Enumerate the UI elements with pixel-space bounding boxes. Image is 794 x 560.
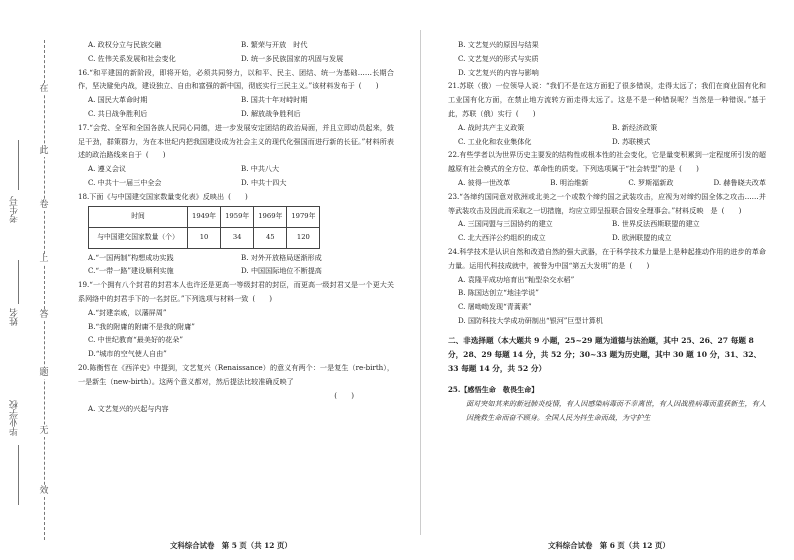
table-cell: 34	[221, 227, 254, 248]
school-line	[18, 445, 19, 505]
q22-option-b: B. 明治维新	[550, 177, 589, 187]
answer-paren: ( )	[334, 390, 354, 400]
q22-options	[448, 176, 766, 190]
question-25-title: 25.【感悟生命 敬畏生命】	[448, 385, 539, 395]
q23-option-a: A. 三国同盟与三国协约的建立	[458, 219, 553, 229]
name-line	[18, 260, 19, 304]
q19-option-b: B.“我的附庸的附庸不是我的附庸”	[88, 321, 195, 331]
q21-option-c: C. 工业化和农业集体化	[458, 136, 532, 146]
q19-option-a: A.“封建亲戚，以藩屏周”	[88, 307, 167, 317]
question-25-text: 面对突如其来的新冠肺炎疫情，有人因感染病毒而不幸离世，有人因战胜病毒而重获新生，有人因挽救生命而奋不顾身。全国人民为抖生命而战，为守护生	[466, 399, 766, 422]
q16-option-d: D. 解放战争胜利后	[241, 108, 301, 118]
q20-option-b: B. 文艺复兴的原因与结果	[458, 40, 539, 49]
binding-margin	[0, 0, 58, 560]
q15-option-b: B. 繁荣与开放 时代	[241, 40, 308, 49]
table-header-cell: 1969年	[254, 206, 287, 227]
q20-option-a: A. 文艺复兴的兴起与内容	[88, 404, 169, 414]
footer-page-6: 文科综合试卷 第 6 页（共 12 页）	[548, 541, 670, 550]
answer-paren: ( )	[228, 191, 248, 201]
q15-options	[78, 38, 394, 66]
q17-option-d: D. 中共十四大	[241, 177, 287, 187]
school-label: 毕业学校	[10, 400, 20, 436]
table-header-cell: 1959年	[221, 206, 254, 227]
question-22: 22.有些学者以为世界历史主要发的结构性或根本性的社会变化，它是量变积累到一定程度所引发的超越原有社会模式的全方位、革命性的质变。下列选项属于“社会转型”的是 ( )	[448, 148, 766, 176]
q15-option-d: D. 统一多民族国家的巩固与发展	[241, 53, 344, 63]
table-header-cell: 1979年	[287, 206, 320, 227]
question-18: 18.下面《与中国建交国家数量变化表》反映出 ( )	[78, 190, 394, 204]
answer-paren: ( )	[515, 108, 536, 118]
q17-option-c: C. 中共十一届三中全会	[88, 177, 162, 187]
q17-option-a: A. 遵义会议	[88, 164, 127, 174]
question-21: 21.苏联（俄）一位领导人说：“我们不是在这方面犯了很多错误，走得太远了；我们在商业国有化和工业国有化方面，在禁止地方流转方面走得太远了。这是不是一种错误呢？当然是一种错误。”基于此，苏联（俄）实行 ( )	[448, 79, 766, 120]
question-17: 17.“会党、全军和全国各族人民同心同德，进一步发展安定团结的政治局面，并且立即动员起来，鼓足干劲，群策群力，为在本世纪内把我国建设成为社会主义的现代化强国而进行新的长征。”材料所表述的政治路线来自于 ( )	[78, 121, 394, 162]
q22-option-d: D. 赫鲁晓夫改革	[713, 177, 766, 187]
footer-page-5: 文科综合试卷 第 5 页（共 12 页）	[170, 541, 292, 550]
q21-option-b: B. 新经济政策	[612, 122, 658, 132]
seal-char: 题	[39, 368, 49, 378]
answer-paren: ( )	[721, 205, 742, 215]
seal-line	[44, 40, 45, 540]
table-cell: 120	[287, 227, 320, 248]
table-row-label: 与中国建交国家数量（个）	[89, 227, 188, 248]
seal-char: 效	[39, 486, 49, 496]
q19-option-d: D.“城市的空气使人自由”	[88, 349, 167, 359]
q23-option-b: B. 世界反法西斯联盟的建立	[612, 219, 700, 229]
q22-option-a: A. 彼得一世改革	[458, 177, 511, 187]
q18-option-c: C.“一带一路”建设顺利实施	[88, 266, 174, 276]
q21-options	[448, 121, 766, 149]
q18-options	[78, 251, 394, 279]
table-row	[89, 227, 320, 248]
q18-option-d: D. 中国国际地位不断提高	[241, 266, 322, 276]
answer-paren: ( )	[145, 150, 166, 160]
page-6	[448, 38, 766, 425]
seal-char: 上	[39, 254, 49, 264]
q20-option-c: C. 文艺复兴的形式与实质	[458, 53, 539, 63]
q22-option-c: C. 罗斯福新政	[628, 177, 674, 187]
q24-option-c: C. 屠呦呦发现“青蒿素”	[458, 302, 532, 312]
question-24: 24.科学技术是认识自然和改造自然的强大武器，在于科学技术力量是上是种起推动作用的进步的革命力量。运用代科技成就中，被誉为中国“第五大发明”的是 ( )	[448, 245, 766, 273]
q18-option-a: A.“一国两制”构想成功实践	[88, 252, 174, 262]
q23-options	[448, 217, 766, 245]
q17-options	[78, 162, 394, 190]
q17-option-b: B. 中共八大	[241, 164, 280, 174]
table-cell: 45	[254, 227, 287, 248]
name-label: 姓名	[10, 308, 20, 326]
page-divider	[420, 30, 421, 535]
answer-paren: ( )	[358, 81, 379, 91]
q24-option-a: A. 袁隆平成功培育出“籼型杂交水稻”	[458, 274, 575, 284]
q16-option-c: C. 共日战争胜利后	[88, 108, 148, 118]
q24-option-b: B. 陈国达创立“地洼学说”	[458, 288, 539, 298]
q23-option-c: C. 北大西洋公约组织的成立	[458, 233, 546, 243]
q16-option-b: B. 国共十年对峙时期	[241, 95, 308, 105]
page-5	[78, 38, 394, 416]
answer-paren: ( )	[679, 164, 699, 174]
seal-char: 在	[39, 84, 49, 94]
seal-char: 卷	[39, 200, 49, 210]
question-23: 23.“各缔约国同意对欧洲或北美之一个或数个缔约国之武装攻击，应视为对缔约国全体之攻击……并等武装攻击及因此而采取之一切措施，均应立即呈报联合国安全理事会。”材料反映 是 ( )	[448, 190, 766, 218]
question-19: 19.“一个拥有八个封君的封君本人也许还是更高一等级封君的封臣，而更高一级封君又是一个更大关系网络中的封君手下的一名封臣。”下列选项与材料一致 ( )	[78, 278, 394, 306]
diplomacy-table	[88, 206, 320, 249]
q16-option-a: A. 国民大革命时期	[88, 95, 148, 105]
q20-option-d: D. 文艺复兴的内容与影响	[458, 67, 539, 77]
table-header-cell: 时间	[89, 206, 188, 227]
q15-option-c: C. 佐伟关系发展和社会变化	[88, 53, 176, 63]
q21-option-a: A. 战时共产主义政策	[458, 122, 525, 132]
exam-number-line	[18, 140, 19, 190]
answer-paren: ( )	[629, 260, 650, 270]
q19-option-c: C. 中世纪教育“最美好的花朵”	[88, 335, 183, 345]
seal-char: 此	[39, 146, 49, 156]
q24-option-d: D. 国防科技大学成功研制出“银河”巨型计算机	[458, 315, 603, 325]
question-20: 20.陈衡哲在《西洋史》中提到，文艺复兴（Renaissance）的意义有两个：一是复生（re-birth），一是新生（new-birth）。这两个意义都对，然后提法比较准确反映了	[78, 362, 394, 386]
seal-char: 无	[39, 426, 49, 436]
q15-option-a: A. 政权分立与民族交融	[88, 40, 162, 49]
question-16: 16.“和平建国的新阶段，即将开始，必须共同努力，以和平、民主、团结、统一为基础……长期合作，坚决避免内战，建设独立、自由和富强的新中国，彻底实行三民主义。”该材料发布于 ( )	[78, 66, 394, 94]
exam-number-label: 考生号	[10, 196, 20, 223]
q23-option-d: D. 欧洲联盟的成立	[612, 233, 672, 243]
q21-option-d: D. 苏联模式	[612, 136, 651, 146]
table-header-cell: 1949年	[188, 206, 221, 227]
table-cell: 10	[188, 227, 221, 248]
q18-option-b: B. 对外开放格局逐渐形成	[241, 252, 322, 262]
q16-options	[78, 93, 394, 121]
answer-paren: ( )	[252, 293, 273, 303]
table-row	[89, 206, 320, 227]
section-heading: 二、非选择题（本大题共 9 小题，25~29 题为道德与法治题，其中 25、26、27 每题 8 分，28、29 每题 14 分，共 52 分；30~33 题为历史题，其中 30 题 10 分，31、32、33 每题 14 分，共 52 分）	[448, 335, 762, 373]
seal-char: 答	[39, 310, 49, 320]
